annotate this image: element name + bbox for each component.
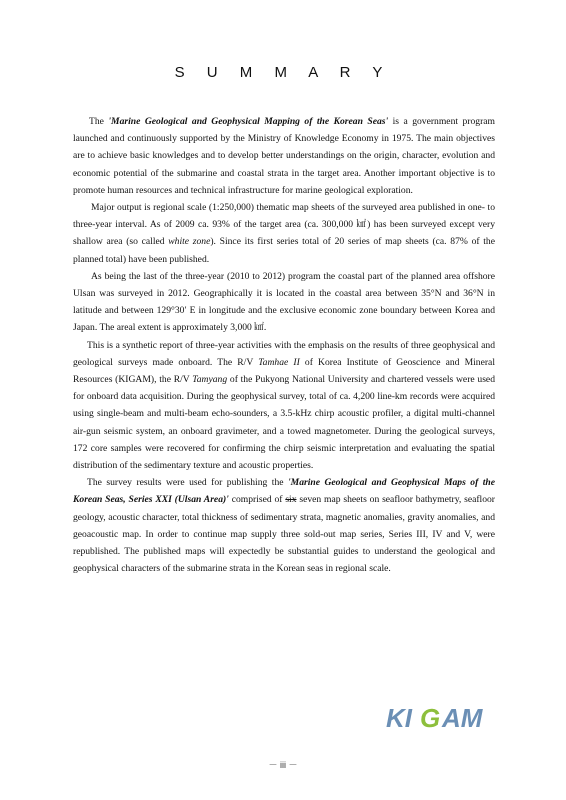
paragraph-major-output	[73, 199, 495, 268]
page-title: S U M M A R Y	[174, 64, 392, 81]
text-run: seven map sheets on seafloor bathymetry, seafloor geology, acoustic character, total thickness of sedimentary strata, magnetic anomalies, gravity anomalies, and geoacoustic map. In order to continue map supply three sold-out map series, Series III, IV and V, were republished. The published maps will expectedly be substantial guides to understand the geological and geophysical characters of the submarine strata in the Korean seas in regional scale.	[73, 494, 495, 575]
logo-letters-am: AM	[442, 703, 483, 732]
vessel-name-tamhae: Tamhae II	[258, 356, 300, 368]
white-zone-term: white zone	[168, 236, 211, 248]
summary-body	[73, 113, 495, 577]
text-run: ). Since its first series total of 20 series of map sheets (ca. 87% of the planned total) have been published.	[73, 236, 495, 265]
paragraph-program-intro	[73, 113, 495, 199]
vessel-name-tamyang: Tamyang	[192, 374, 228, 386]
text-run: is a government program launched and continuously supported by the Ministry of Knowledge Economy in 1975. The main objectives are to achieve basic knowledges and to develop better understandings on the origin, character, evolution and economic potential of the submarine and coastal strata in the target area. Another important objective is to promote human resources and technical infrastructure for marine geological exploration.	[73, 116, 495, 196]
program-name: 'Marine Geological and Geophysical Mapping of the Korean Seas'	[108, 116, 389, 127]
text-run: of Korea Institute of Geoscience and Mineral Resources (KIGAM), the R/V	[73, 356, 495, 386]
text-run: This is a synthetic report of three-year activities with the emphasis on the results of three geophysical and geological surveys made onboard. The R/V	[73, 339, 495, 368]
map-series-title: 'Marine Geological and Geophysical Maps of the Korean Seas, Series XXI (Ulsan Area)'	[73, 477, 495, 506]
struck-text: six	[285, 494, 297, 506]
kigam-logo	[384, 700, 504, 732]
text-run: The survey results were used for publishing the	[87, 477, 288, 489]
text-run: comprised of	[228, 494, 286, 506]
text-run: of the Pukyong National University and chartered vessels were used for onboard data acquisition. During the geophysical survey, total of ca. 4,200 line-km records were acquired using single-beam and multi-beam echo-sounders, a 3.5-kHz chirp acoustic profiler, a digital multi-channel air-gun seismic system, an onboard gravimeter, and a towed magnetometer. During the geological surveys, 172 core samples were recovered for confirming the chirp seismic interpretation and evaluating the spatial distribution of the sedimentary texture and acoustic properties.	[73, 374, 495, 472]
logo-letter-g: G	[420, 703, 441, 732]
paragraph-ulsan-survey	[73, 268, 495, 337]
paragraph-synthetic-report	[73, 337, 495, 475]
logo-letters-ki: KI	[386, 703, 412, 732]
text-run: As being the last of the three-year (2010 to 2012) program the coastal part of the planned area offshore Ulsan was surveyed in 2012. Geographically it is located in the coastal area between 35°N and 36°N in latitude and between 129°30′ E in longitude and the exclusive economic zone boundary between Korea and Japan. The areal extent is approximately 3,000 ㎢.	[73, 270, 495, 334]
text-run: Major output is regional scale (1:250,000) thematic map sheets of the surveyed area published in one- to three-year interval. As of 2009 ca. 93% of the target area (ca. 300,000 ㎢) has been surveyed except very shallow area (so called	[73, 202, 495, 248]
page-number: － iii －	[268, 760, 298, 770]
text-run: The	[89, 116, 109, 127]
paragraph-survey-results	[73, 474, 495, 577]
